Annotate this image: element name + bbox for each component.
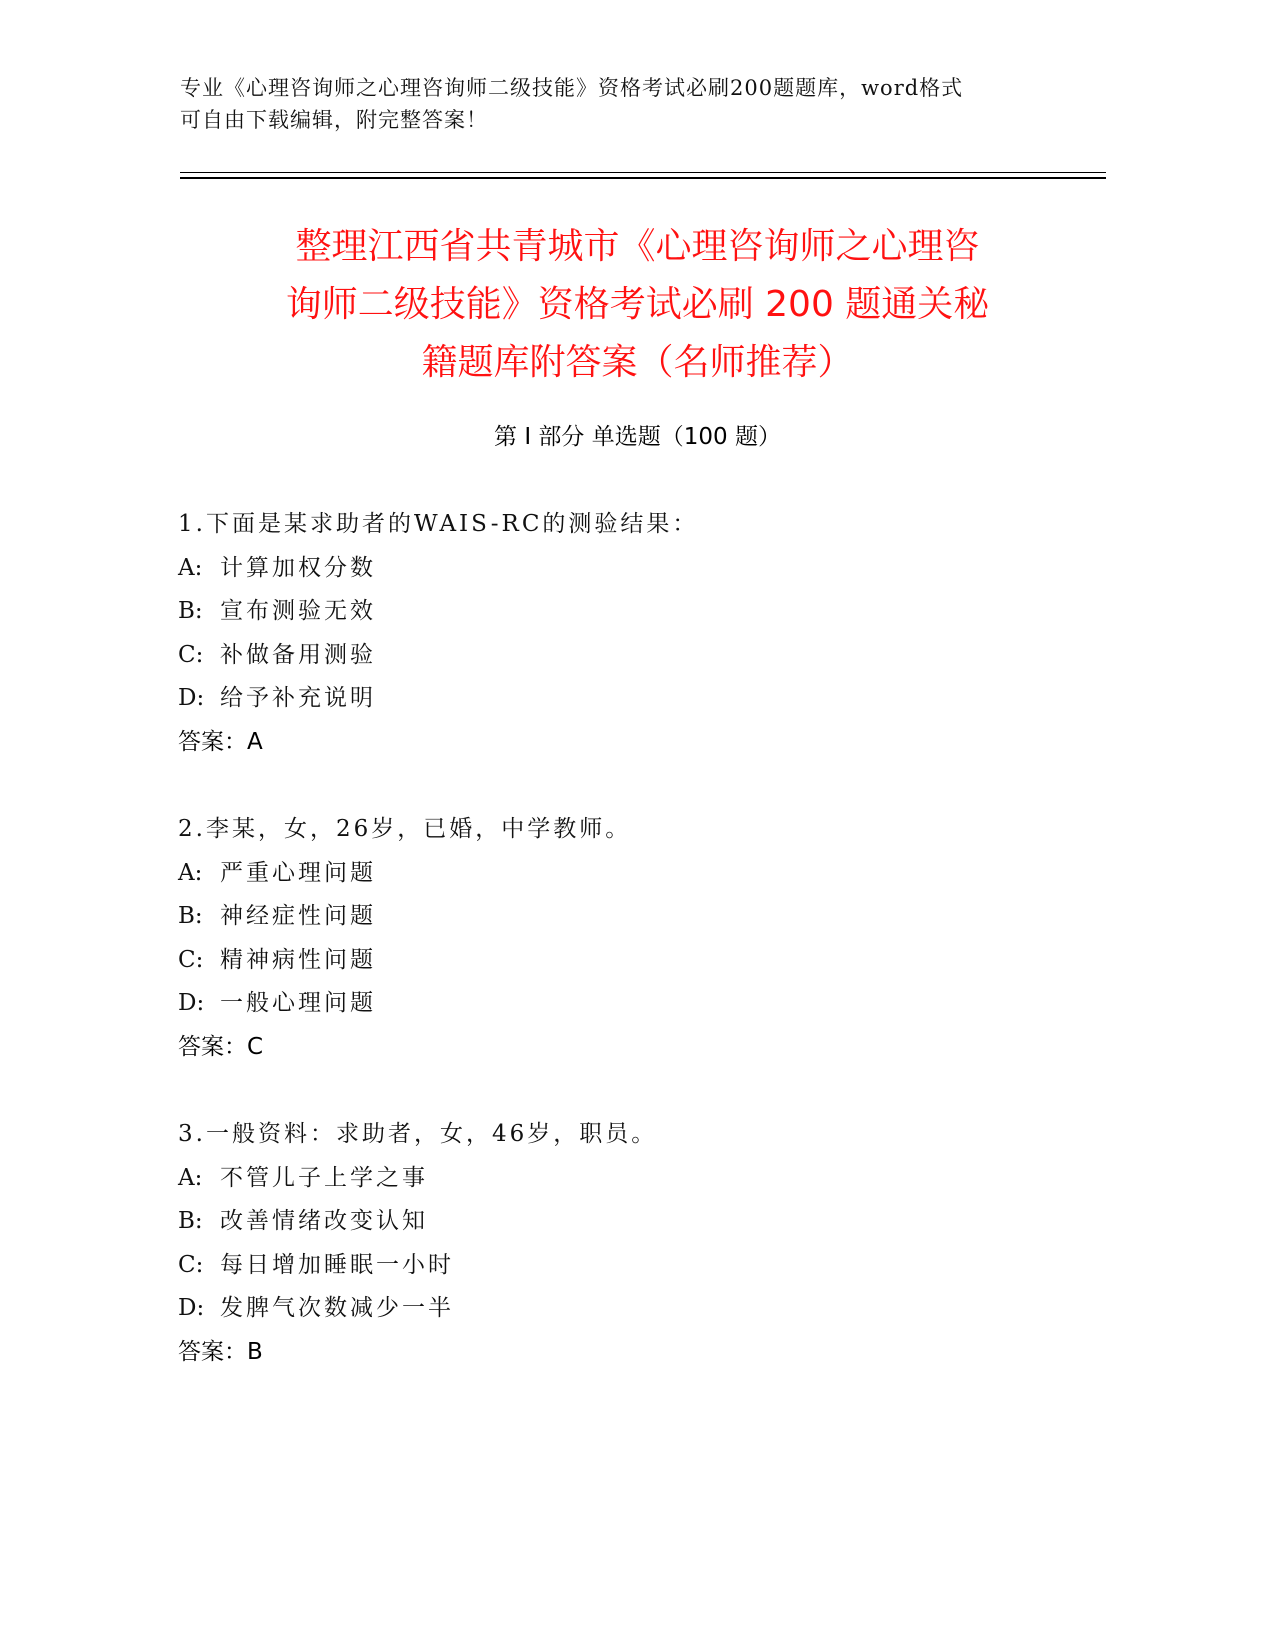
title-line-1: 整理江西省共青城市《心理咨询师之心理咨 xyxy=(295,226,980,267)
option-text: 宣布测验无效 xyxy=(220,598,376,624)
option-b xyxy=(178,590,1128,634)
title-line-2: 询师二级技能》资格考试必刷 200 题通关秘 xyxy=(285,284,990,325)
question-stem: 1.下面是某求助者的WAIS-RC的测验结果： xyxy=(178,511,699,537)
header-note-line-2: 可自由下载编辑，附完整答案！ xyxy=(180,108,488,132)
option-b xyxy=(178,895,1128,939)
header-note-line-1: 专业《心理咨询师之心理咨询师二级技能》资格考试必刷200题题库，word格式 xyxy=(180,76,964,100)
option-text: 不管儿子上学之事 xyxy=(220,1164,428,1191)
option-label: C: xyxy=(178,1251,204,1278)
option-text: 每日增加睡眠一小时 xyxy=(220,1251,454,1278)
document-header-note xyxy=(180,72,1060,136)
answer: 答案：A xyxy=(178,728,263,755)
question-2 xyxy=(178,808,1128,1069)
question-1 xyxy=(178,503,1128,764)
option-text: 一般心理问题 xyxy=(220,990,376,1016)
option-a xyxy=(178,852,1128,896)
question-stem: 3.一般资料：求助者，女，46岁，职员。 xyxy=(178,1121,658,1147)
option-label: C: xyxy=(178,946,204,973)
option-label: B: xyxy=(178,903,203,929)
option-label: D: xyxy=(178,1295,205,1321)
option-text: 计算加权分数 xyxy=(220,554,376,581)
question-stem: 2.李某，女，26岁，已婚，中学教师。 xyxy=(178,816,632,842)
option-label: B: xyxy=(178,1208,203,1234)
option-text: 给予补充说明 xyxy=(220,685,376,711)
option-label: A: xyxy=(178,1164,203,1191)
option-c xyxy=(178,634,1128,678)
option-c xyxy=(178,1244,1128,1288)
answer: 答案：C xyxy=(178,1033,264,1060)
question-3 xyxy=(178,1113,1128,1374)
option-text: 补做备用测验 xyxy=(220,641,376,668)
option-text: 精神病性问题 xyxy=(220,946,376,973)
title-line-3: 籍题库附答案（名师推荐） xyxy=(421,342,854,383)
option-label: D: xyxy=(178,685,205,711)
option-label: A: xyxy=(178,554,203,581)
option-label: D: xyxy=(178,990,205,1016)
header-divider-thin xyxy=(180,172,1106,173)
option-d xyxy=(178,982,1128,1026)
option-text: 严重心理问题 xyxy=(220,859,376,886)
option-a xyxy=(178,1157,1128,1201)
document-title xyxy=(160,218,1115,392)
option-c xyxy=(178,939,1128,983)
section-heading: 第 I 部分 单选题（100 题） xyxy=(494,424,781,450)
option-label: B: xyxy=(178,598,203,624)
option-label: C: xyxy=(178,641,204,668)
option-text: 神经症性问题 xyxy=(220,903,376,929)
option-text: 发脾气次数减少一半 xyxy=(220,1295,454,1321)
option-d xyxy=(178,677,1128,721)
option-d xyxy=(178,1287,1128,1331)
option-text: 改善情绪改变认知 xyxy=(220,1208,428,1234)
option-a xyxy=(178,547,1128,591)
option-b xyxy=(178,1200,1128,1244)
header-divider-thick xyxy=(180,177,1106,179)
answer: 答案：B xyxy=(178,1338,263,1365)
option-label: A: xyxy=(178,859,203,886)
